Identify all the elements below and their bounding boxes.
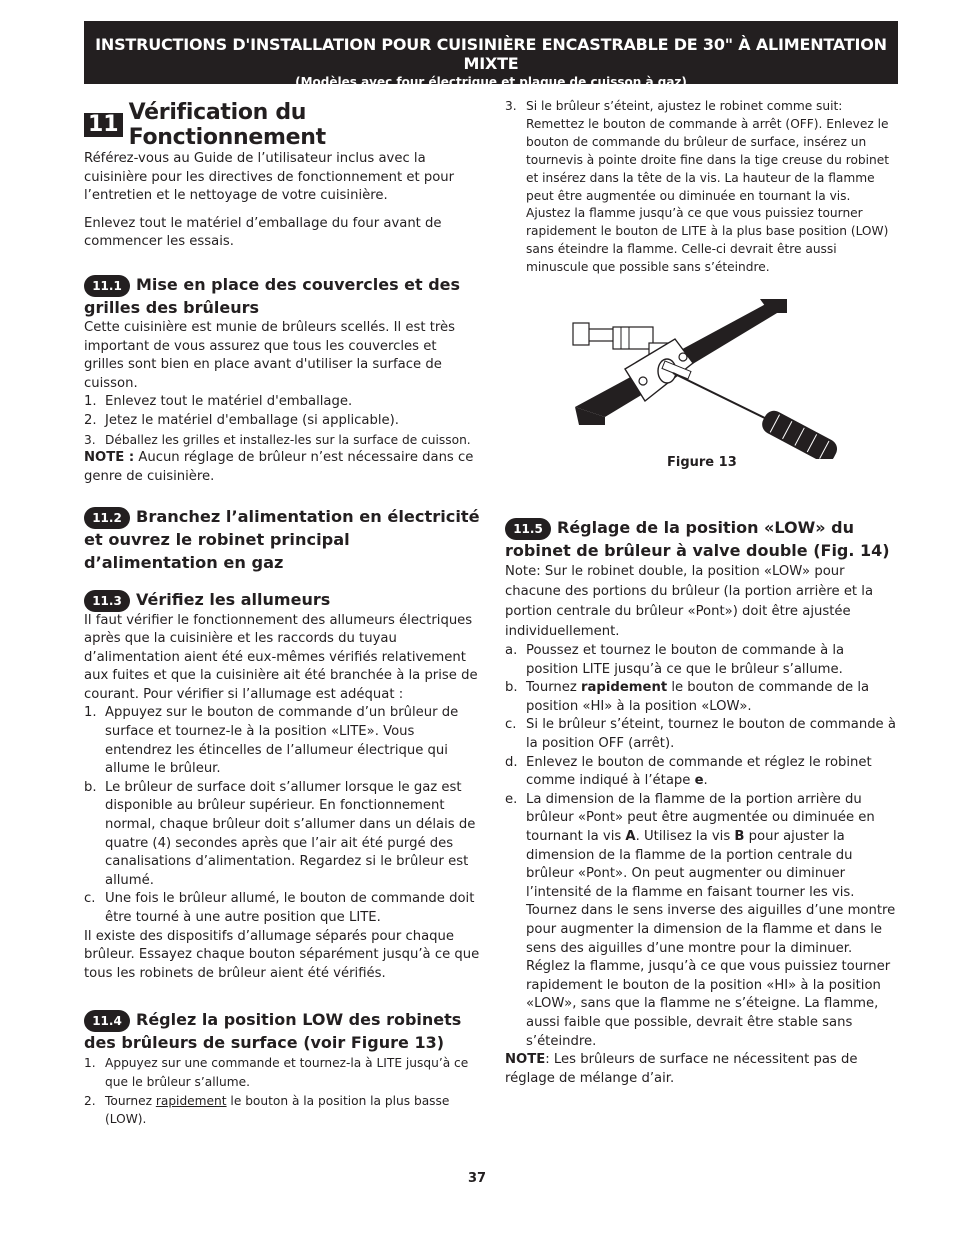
list-item: a. Poussez et tournez le bouton de commande à la position LITE jusqu’à ce que le brûleur s’allume.	[505, 643, 845, 677]
paragraph: Cette cuisinière est munie de brûleurs scellés. Il est très important de vous assurez que tous les couvercles et grilles sont bien en place avant d'utiliser la surface de cuisson.	[84, 319, 455, 391]
list-item: b. Tournez rapidement le bouton de commande de la position «HI» à la position «LOW».	[505, 680, 870, 714]
subsection-badge: 11.3	[84, 590, 130, 612]
note: NOTE: Les brûleurs de surface ne nécessitent pas de réglage de mélange d’air.	[505, 1052, 858, 1086]
subsection-title: Vérifiez les allumeurs	[136, 589, 331, 609]
figure-13	[505, 287, 898, 487]
list-item: 1. Appuyez sur le bouton de commande d’un brûleur de surface et tournez-le à la position «LITE». Vous entendrez les étincelles de l’allumeur électrique qui allume le brûleur.	[84, 705, 459, 777]
note: NOTE : Aucun réglage de brûleur n’est nécessaire dans ce genre de cuisinière.	[84, 450, 474, 484]
section-heading	[84, 100, 480, 150]
list	[505, 642, 898, 1051]
subsection-11-2	[84, 506, 480, 574]
list-item: b. Le brûleur de surface doit s’allumer lorsque le gaz est disponible au brûleur supérieur. En fonctionnement normal, chaque brûleur doit s’allumer dans un délais de quatre (4) secondes après que l’air ait été purgé des canalisations d’alimentation. Regardez si le brûleur est allumé.	[84, 779, 476, 888]
list-item: c. Une fois le brûleur allumé, le bouton de commande doit être tourné à une autre position que LITE.	[84, 891, 475, 925]
subsection-11-4	[84, 1009, 480, 1128]
list-item: 2. Jetez le matériel d'emballage (si applicable).	[84, 412, 399, 428]
paragraph: Note: Sur le robinet double, la position «LOW» pour chacune des portions du brûleur (la portion arrière et la portion centrale du brûleur «Pont») doit être ajustée individuellement.	[505, 564, 874, 640]
subsection-title: Réglez la position LOW des robinets des brûleurs de surface (voir Figure 13)	[84, 1010, 462, 1053]
screwdriver-valve-illustration	[565, 299, 865, 459]
list-item: e. La dimension de la flamme de la portion arrière du brûleur «Pont» peut être augmentée ou diminuée en tournant la vis A. Utilisez la vis B pour ajuster la dimension de la flamme de la portion centrale du brûleur «Pont». On peut augmenter ou diminuer l’intensité de la flamme en faisant tourner les vis. Tournez dans le sens inverse des aiguilles d’une montre pour augmenter la dimension de la flamme et dans le sens des aiguilles d’une montre pour la diminuer. Réglez la flamme, jusqu’à ce que vous puissiez tourner rapidement le bouton de la position «HI» à la position «LOW», sans que la flamme ne s’éteigne. La flamme, aussi faible que possible, devrait être stable sans s’éteindre.	[505, 791, 896, 1049]
list-item: 3. Déballez les grilles et installez-les sur la surface de cuisson.	[84, 432, 471, 447]
paragraph: Il faut vérifier le fonctionnement des allumeurs électriques après que la cuisinière et les raccords du tuyau d’alimentation aient été eux-mêmes vérifiés relativement aux fuites et que la cuisinière ait été branchée à la prise de courant. Pour vérifier si l’allumage est adéquat :	[84, 612, 478, 702]
subsection-11-3	[84, 589, 480, 984]
subsection-badge: 11.5	[505, 518, 551, 540]
header-subtitle: (Modèles avec four électrique et plaque de cuisson à gaz)	[295, 75, 687, 89]
paragraph: Il existe des dispositifs d’allumage séparés pour chaque brûleur. Essayez chaque bouton séparément jusqu’à ce que tous les robinets de brûleur aient été vérifiés.	[84, 928, 480, 981]
subsection-title: Mise en place des couvercles et des grilles des brûleurs	[84, 274, 461, 317]
list-item: c. Si le brûleur s’éteint, tournez le bouton de commande à la position OFF (arrêt).	[505, 717, 896, 752]
list	[84, 1054, 480, 1128]
subsection-title: Réglage de la position «LOW» du robinet de brûleur à valve double (Fig. 14)	[505, 518, 890, 561]
page-header	[84, 21, 898, 89]
list-item: 3. Si le brûleur s’éteint, ajustez le robinet comme suit: Remettez le bouton de commande à arrêt (OFF). Enlevez le bouton de commande du brûleur de surface, insérez un tournevis à pointe droite fine dans la tige creuse du robinet et insérez dans la tête de la vis. La hauteur de la flamme peut être augmentée ou diminuée en tournant la vis. Ajustez la flamme jusqu’à ce que vous puissiez tourner rapidement le bouton de LITE à la plus base position (LOW) sans éteindre la flamme. Celle-ci devrait être aussi minuscule que possible sans s’éteindre.	[505, 99, 890, 275]
list-item: 1. Enlevez tout le matériel d'emballage.	[84, 394, 353, 410]
list-item: d. Enlevez le bouton de commande et réglez le robinet comme indiqué à l’étape e.	[505, 754, 872, 789]
list-item: 1. Appuyez sur une commande et tournez-la à LITE jusqu’à ce que le brûleur s’allume.	[84, 1056, 469, 1089]
header-title: INSTRUCTIONS D'INSTALLATION POUR CUISINIÈRE ENCASTRABLE DE 30" À ALIMENTATION MIXTE	[95, 35, 887, 73]
page-number: 37	[467, 1171, 487, 1186]
list	[505, 98, 898, 277]
subsection-11-5	[505, 517, 898, 1088]
intro-paragraph-2: Enlevez tout le matériel d’emballage du four avant de commencer les essais.	[84, 215, 442, 250]
list-item: 2. Tournez rapidement le bouton à la position la plus basse (LOW).	[84, 1093, 450, 1127]
subsection-title: Branchez l’alimentation en électricité et ouvrez le robinet principal d’alimentation en gaz	[84, 507, 480, 572]
section-number: 11	[84, 113, 123, 137]
subsection-badge: 11.4	[84, 1010, 130, 1032]
right-column	[505, 98, 898, 1088]
section-title: Vérification du Fonctionnement	[128, 100, 326, 150]
list	[84, 704, 480, 927]
subsection-11-1	[84, 274, 480, 486]
intro-paragraph: Référez-vous au Guide de l’utilisateur inclus avec la cuisinière pour les directives de fonctionnement et pour l’entretien et le nettoyage de votre cuisinière.	[84, 151, 455, 204]
figure-caption: Figure 13	[667, 455, 737, 471]
subsection-badge: 11.2	[84, 507, 130, 529]
left-column	[84, 98, 480, 1129]
subsection-badge: 11.1	[84, 275, 130, 297]
list	[84, 393, 480, 449]
